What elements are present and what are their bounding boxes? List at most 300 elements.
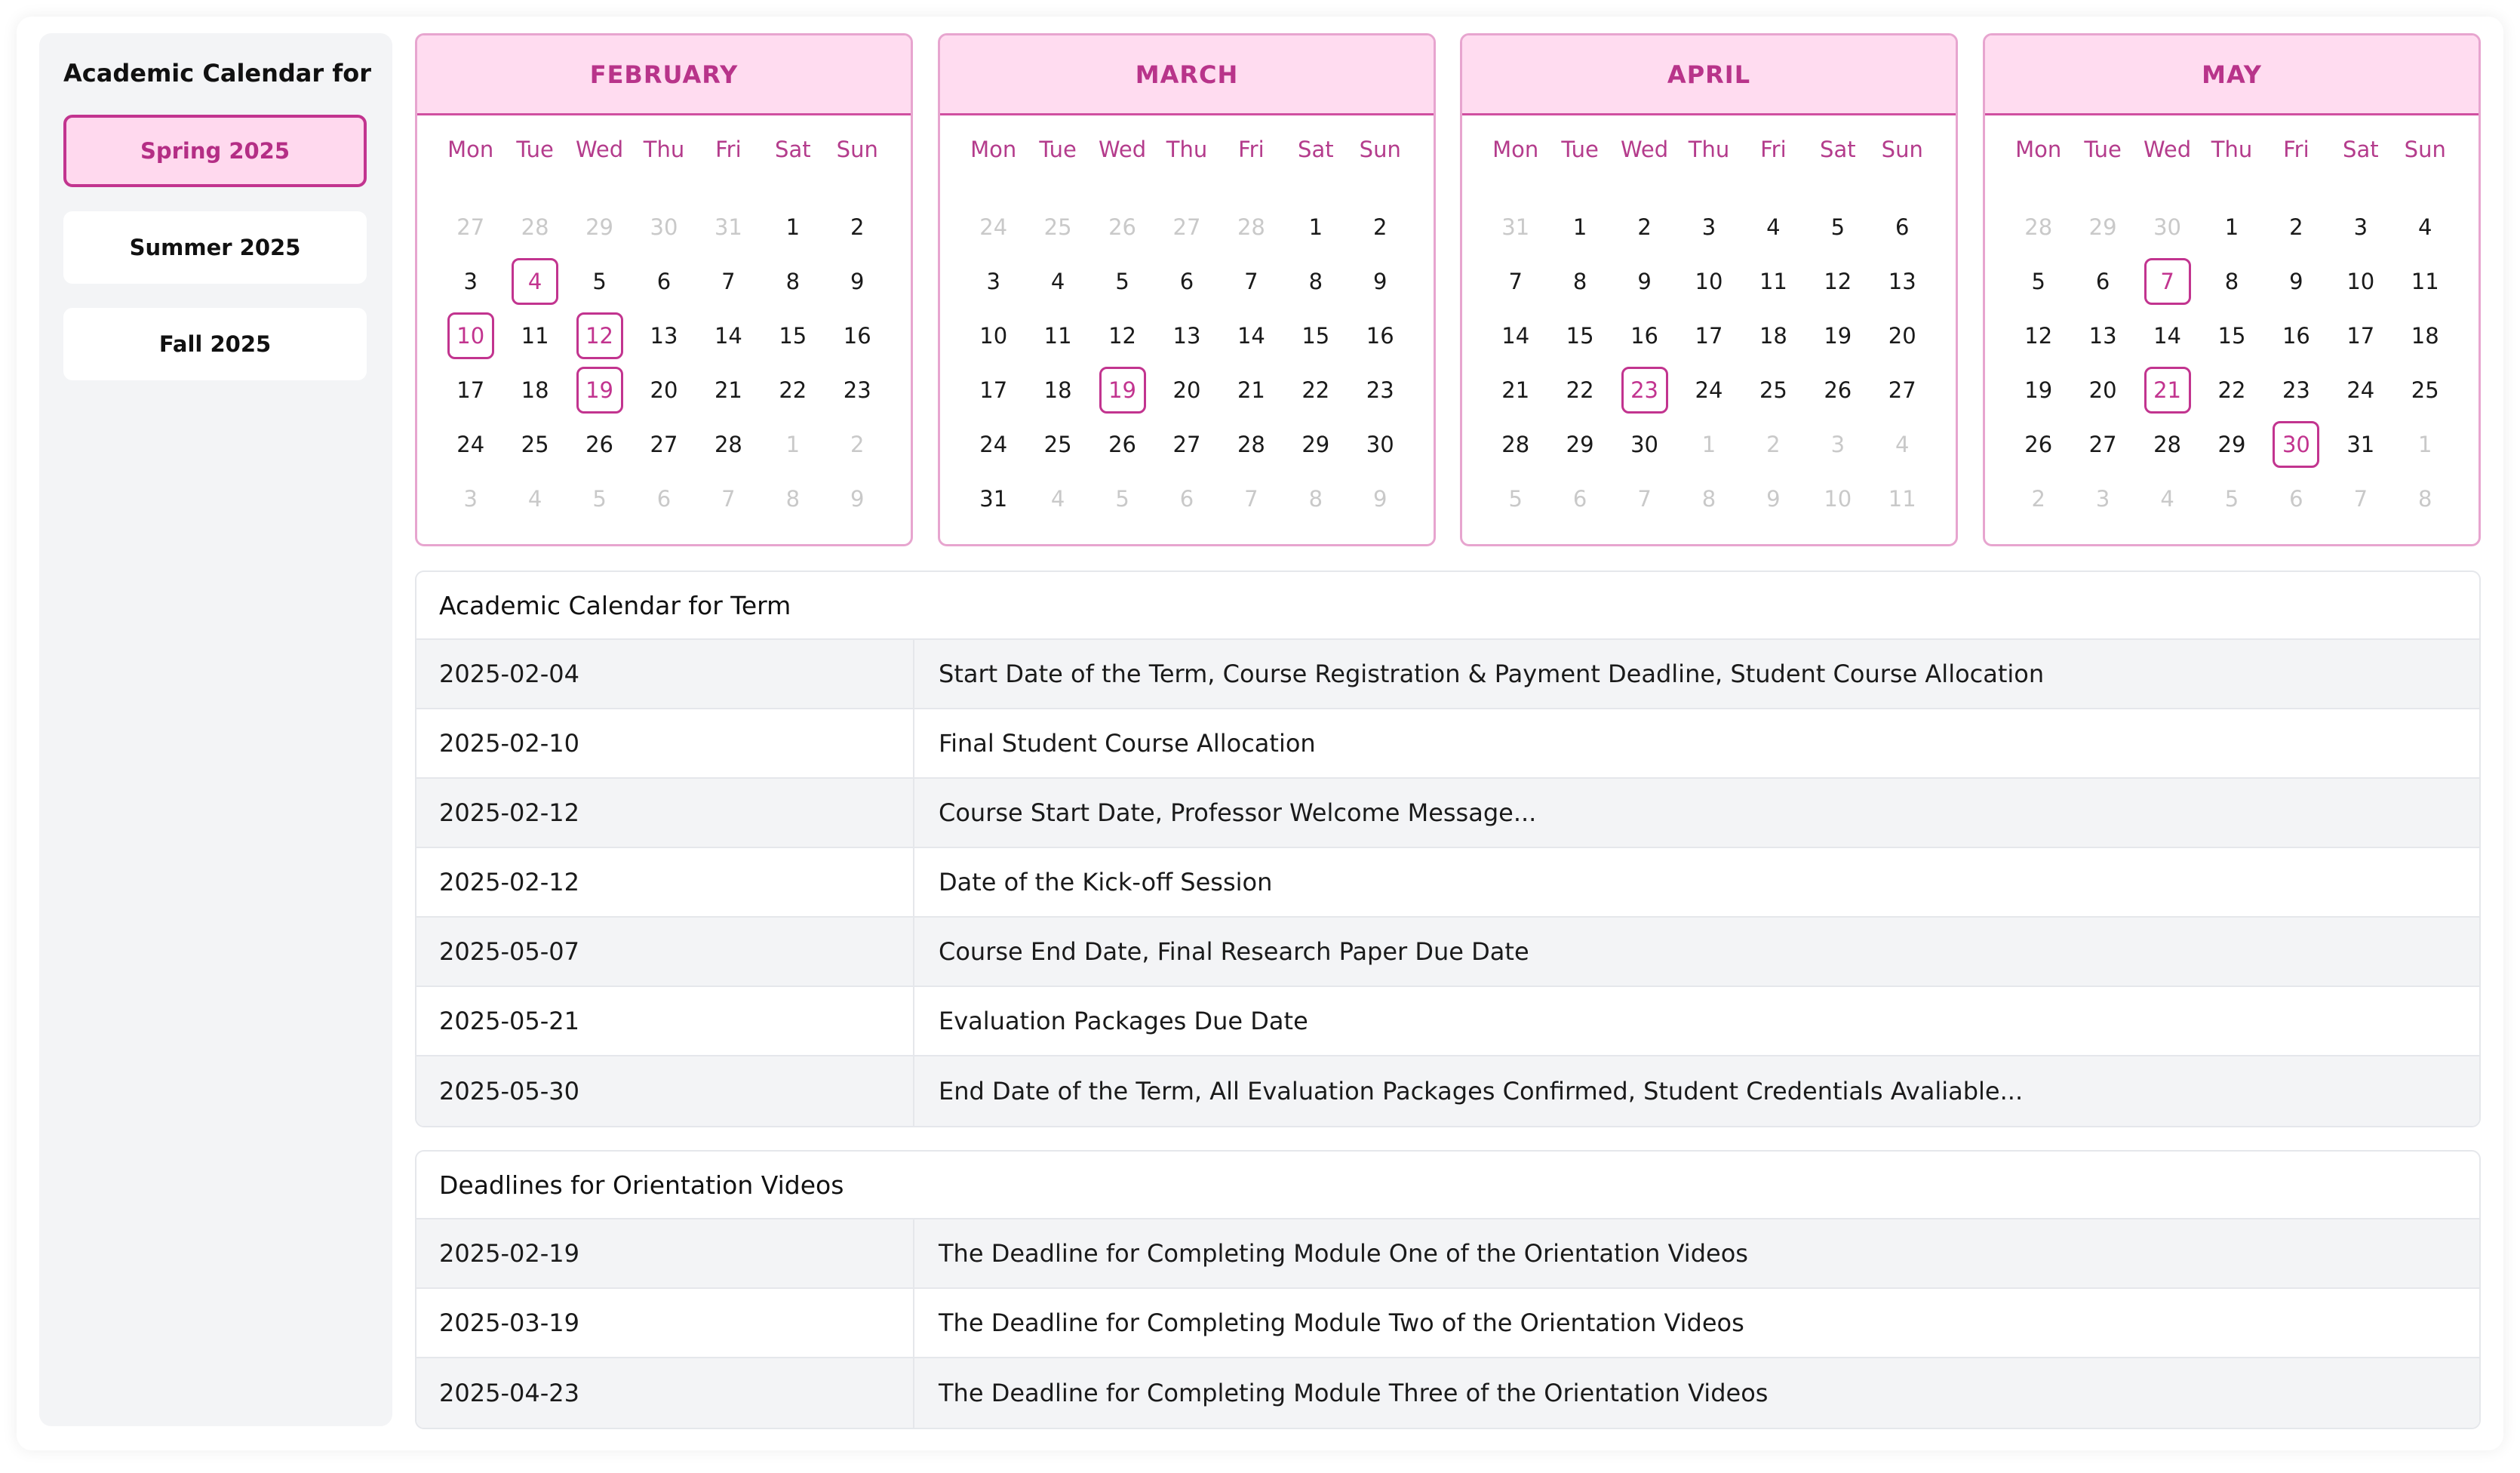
day-cell[interactable] [1348, 312, 1412, 359]
day-cell-outside-month[interactable] [1483, 204, 1547, 251]
day-cell[interactable] [1805, 367, 1870, 414]
day-cell[interactable] [1547, 204, 1612, 251]
term-button-spring-2025[interactable] [63, 115, 367, 187]
day-cell[interactable] [2393, 367, 2457, 414]
day-number: 15 [779, 323, 807, 349]
day-cell[interactable] [2006, 367, 2070, 414]
weekday-header [961, 137, 1412, 162]
week-row [961, 417, 1412, 472]
day-cell[interactable] [961, 258, 1025, 305]
day-number: 19 [1824, 323, 1852, 349]
day-cell-outside-month[interactable] [1219, 204, 1283, 251]
day-grid [1483, 200, 1935, 526]
day-cell[interactable] [1741, 312, 1805, 359]
day-cell[interactable] [696, 367, 761, 414]
day-cell-outside-month[interactable] [1741, 475, 1805, 522]
day-cell-highlighted[interactable] [567, 367, 632, 414]
day-cell[interactable] [1025, 258, 1089, 305]
day-cell[interactable] [1805, 204, 1870, 251]
day-cell[interactable] [2006, 312, 2070, 359]
day-number: 5 [1115, 269, 1129, 294]
day-number: 26 [1824, 377, 1852, 403]
day-cell[interactable] [567, 421, 632, 468]
day-cell-highlighted[interactable] [2264, 421, 2328, 468]
day-cell[interactable] [1483, 258, 1547, 305]
day-cell[interactable] [1676, 367, 1741, 414]
table-body [416, 640, 2479, 1126]
week-row [1483, 472, 1935, 526]
sidebar-title: Academic Calendar for [63, 59, 371, 88]
day-cell[interactable] [2393, 258, 2457, 305]
term-button-label: Summer 2025 [129, 235, 301, 260]
day-number: 17 [1695, 323, 1723, 349]
day-number: 3 [1830, 432, 1845, 457]
day-cell-outside-month[interactable] [1154, 475, 1219, 522]
table-title: Deadlines for Orientation Videos [416, 1152, 2479, 1219]
day-number: 3 [1701, 214, 1716, 240]
day-cell[interactable] [1612, 312, 1676, 359]
day-number: 8 [1308, 486, 1323, 512]
day-cell[interactable] [438, 258, 502, 305]
day-cell[interactable] [1154, 367, 1219, 414]
day-cell[interactable] [1283, 421, 1348, 468]
term-button-label: Fall 2025 [158, 331, 272, 357]
day-number: 16 [2282, 323, 2310, 349]
day-cell[interactable] [1741, 204, 1805, 251]
week-row [2006, 254, 2457, 309]
day-cell-outside-month[interactable] [2070, 475, 2134, 522]
day-cell[interactable] [1483, 312, 1547, 359]
day-number: 27 [1172, 214, 1201, 240]
day-cell-outside-month[interactable] [567, 475, 632, 522]
day-cell-outside-month[interactable] [1870, 475, 1935, 522]
day-number: 24 [1695, 377, 1723, 403]
day-cell[interactable] [1741, 367, 1805, 414]
day-cell-highlighted[interactable] [502, 258, 567, 305]
day-cell-highlighted[interactable] [438, 312, 502, 359]
day-cell-outside-month[interactable] [1090, 475, 1154, 522]
day-cell-highlighted[interactable] [567, 312, 632, 359]
month-name: FEBRUARY [417, 35, 911, 115]
day-cell[interactable] [2199, 204, 2263, 251]
day-cell[interactable] [1025, 312, 1089, 359]
day-cell-outside-month[interactable] [2135, 204, 2199, 251]
day-cell[interactable] [502, 367, 567, 414]
description-cell: Final Student Course Allocation [939, 729, 1316, 758]
day-number: 6 [2289, 486, 2303, 512]
day-cell[interactable] [825, 258, 890, 305]
day-number: 6 [1179, 486, 1194, 512]
day-cell-outside-month[interactable] [696, 475, 761, 522]
day-cell[interactable] [2328, 421, 2392, 468]
day-cell[interactable] [2135, 312, 2199, 359]
day-number: 3 [2353, 214, 2368, 240]
week-row [961, 363, 1412, 417]
day-cell[interactable] [2328, 258, 2392, 305]
day-number: 6 [656, 486, 671, 512]
day-cell[interactable] [2264, 204, 2328, 251]
day-number: 27 [2088, 432, 2117, 457]
day-cell[interactable] [961, 421, 1025, 468]
day-cell[interactable] [502, 312, 567, 359]
day-number: 6 [2095, 269, 2110, 294]
month-card-march [938, 33, 1436, 546]
day-cell[interactable] [2199, 367, 2263, 414]
day-cell[interactable] [761, 258, 825, 305]
day-cell[interactable] [1219, 258, 1283, 305]
day-number: 29 [2088, 214, 2117, 240]
table-title: Academic Calendar for Term [416, 572, 2479, 640]
table-row [416, 1358, 2479, 1428]
day-cell-outside-month[interactable] [2264, 475, 2328, 522]
day-cell-outside-month[interactable] [1612, 475, 1676, 522]
day-cell[interactable] [2393, 312, 2457, 359]
day-cell[interactable] [1348, 421, 1412, 468]
day-cell[interactable] [1483, 367, 1547, 414]
day-cell[interactable] [1676, 312, 1741, 359]
term-button-fall-2025[interactable] [63, 308, 367, 380]
day-number: 5 [2224, 486, 2239, 512]
day-number: 9 [850, 486, 865, 512]
day-cell[interactable] [961, 312, 1025, 359]
day-cell-outside-month[interactable] [1741, 421, 1805, 468]
day-cell[interactable] [2006, 258, 2070, 305]
day-cell-outside-month[interactable] [1090, 204, 1154, 251]
week-row [438, 472, 890, 526]
day-cell[interactable] [1870, 312, 1935, 359]
week-row [438, 309, 890, 363]
date-cell: 2025-02-10 [416, 709, 914, 777]
day-cell[interactable] [2199, 312, 2263, 359]
day-number: 7 [1508, 269, 1523, 294]
table-row [416, 987, 2479, 1056]
day-cell[interactable] [1283, 312, 1348, 359]
day-cell-outside-month[interactable] [2199, 475, 2263, 522]
day-number: 1 [785, 432, 801, 457]
day-cell[interactable] [567, 258, 632, 305]
day-cell[interactable] [1547, 258, 1612, 305]
table-row [416, 640, 2479, 709]
day-cell[interactable] [1283, 258, 1348, 305]
week-row [1483, 309, 1935, 363]
day-number: 13 [1888, 269, 1916, 294]
day-cell[interactable] [502, 421, 567, 468]
day-cell[interactable] [1805, 258, 1870, 305]
day-cell[interactable] [1219, 367, 1283, 414]
day-cell-outside-month[interactable] [1676, 475, 1741, 522]
term-button-summer-2025[interactable] [63, 211, 367, 284]
day-number: 22 [779, 377, 807, 403]
day-cell[interactable] [2328, 204, 2392, 251]
day-number: 4 [1050, 269, 1065, 294]
day-cell-outside-month[interactable] [502, 475, 567, 522]
day-cell[interactable] [1348, 258, 1412, 305]
day-number: 22 [1566, 377, 1594, 403]
day-cell-outside-month[interactable] [632, 475, 696, 522]
day-number: 17 [2346, 323, 2375, 349]
day-cell[interactable] [1547, 421, 1612, 468]
day-cell-outside-month[interactable] [2070, 204, 2134, 251]
day-cell[interactable] [2070, 421, 2134, 468]
day-cell[interactable] [2393, 204, 2457, 251]
day-cell[interactable] [2199, 421, 2263, 468]
day-number: 4 [527, 486, 542, 512]
weekday-label: Fri [1760, 137, 1787, 162]
orientation-deadlines-table [415, 1150, 2481, 1429]
day-number: 2 [2289, 214, 2303, 240]
day-cell[interactable] [961, 367, 1025, 414]
day-number: 24 [2346, 377, 2375, 403]
day-cell[interactable] [1154, 421, 1219, 468]
day-cell[interactable] [1219, 312, 1283, 359]
day-number: 23 [843, 377, 871, 403]
day-number: 25 [1043, 214, 1072, 240]
day-cell-outside-month[interactable] [1805, 421, 1870, 468]
day-cell[interactable] [1676, 258, 1741, 305]
weekday-label: Thu [2211, 137, 2253, 162]
day-cell-highlighted[interactable] [1090, 367, 1154, 414]
day-cell-highlighted[interactable] [2135, 258, 2199, 305]
day-cell-outside-month[interactable] [567, 204, 632, 251]
table-body [416, 1219, 2479, 1428]
day-number: 28 [2024, 214, 2053, 240]
day-cell-outside-month[interactable] [438, 475, 502, 522]
day-cell[interactable] [438, 367, 502, 414]
day-number: 8 [2418, 486, 2432, 512]
day-cell[interactable] [2328, 367, 2392, 414]
day-cell[interactable] [1283, 204, 1348, 251]
day-number: 1 [785, 214, 801, 240]
table-row [416, 848, 2479, 918]
day-cell[interactable] [1612, 421, 1676, 468]
day-number: 30 [1366, 432, 1394, 457]
day-cell-outside-month[interactable] [1283, 475, 1348, 522]
day-cell[interactable] [2264, 258, 2328, 305]
weekday-label: Thu [643, 137, 685, 162]
day-cell-outside-month[interactable] [1154, 204, 1219, 251]
weekday-label: Wed [1098, 137, 1147, 162]
day-cell-outside-month[interactable] [1805, 475, 1870, 522]
day-cell-outside-month[interactable] [2328, 475, 2392, 522]
day-number: 17 [979, 377, 1008, 403]
weekday-label: Fri [1238, 137, 1265, 162]
day-cell-outside-month[interactable] [502, 204, 567, 251]
day-cell[interactable] [1348, 367, 1412, 414]
day-number: 4 [512, 258, 558, 305]
day-cell[interactable] [2264, 312, 2328, 359]
day-cell[interactable] [1025, 421, 1089, 468]
weekday-label: Sat [1298, 137, 1334, 162]
date-cell: 2025-05-21 [416, 987, 914, 1055]
day-cell-outside-month[interactable] [761, 421, 825, 468]
day-cell[interactable] [1025, 367, 1089, 414]
day-number: 16 [1630, 323, 1658, 349]
day-number: 3 [463, 486, 478, 512]
day-cell[interactable] [1348, 204, 1412, 251]
day-cell[interactable] [1612, 258, 1676, 305]
date-cell: 2025-05-07 [416, 918, 914, 986]
day-cell[interactable] [1741, 258, 1805, 305]
day-number: 16 [1366, 323, 1394, 349]
day-cell-outside-month[interactable] [1547, 475, 1612, 522]
day-number: 3 [986, 269, 1000, 294]
day-cell[interactable] [1219, 421, 1283, 468]
day-cell[interactable] [1090, 421, 1154, 468]
day-cell-outside-month[interactable] [2006, 204, 2070, 251]
day-number: 27 [650, 432, 678, 457]
day-number: 11 [1759, 269, 1787, 294]
day-number: 28 [1237, 214, 1265, 240]
day-cell-outside-month[interactable] [1676, 421, 1741, 468]
day-cell[interactable] [696, 421, 761, 468]
day-number: 21 [714, 377, 742, 403]
day-cell[interactable] [632, 258, 696, 305]
day-cell[interactable] [961, 475, 1025, 522]
day-number: 6 [1895, 214, 1910, 240]
day-cell-outside-month[interactable] [2393, 475, 2457, 522]
day-cell-outside-month[interactable] [761, 475, 825, 522]
day-cell-outside-month[interactable] [2006, 475, 2070, 522]
weekday-label: Fri [715, 137, 742, 162]
day-number: 20 [1172, 377, 1201, 403]
day-cell[interactable] [1090, 312, 1154, 359]
day-cell-highlighted[interactable] [2135, 367, 2199, 414]
day-cell[interactable] [1870, 258, 1935, 305]
day-number: 4 [2160, 486, 2174, 512]
day-number: 9 [1373, 486, 1388, 512]
day-number: 18 [521, 377, 549, 403]
day-cell-outside-month[interactable] [438, 204, 502, 251]
day-cell[interactable] [2070, 312, 2134, 359]
day-number: 7 [2353, 486, 2368, 512]
day-number: 8 [1701, 486, 1716, 512]
day-cell[interactable] [1154, 258, 1219, 305]
day-number: 6 [1572, 486, 1587, 512]
day-cell[interactable] [761, 312, 825, 359]
day-number: 2 [1373, 214, 1388, 240]
day-number: 8 [785, 486, 801, 512]
day-number: 22 [2217, 377, 2246, 403]
term-calendar-table [415, 570, 2481, 1127]
day-number: 1 [1701, 432, 1716, 457]
day-cell[interactable] [1090, 258, 1154, 305]
day-number: 2 [850, 432, 865, 457]
day-cell[interactable] [2264, 367, 2328, 414]
day-number: 17 [456, 377, 485, 403]
day-cell[interactable] [825, 312, 890, 359]
day-cell[interactable] [1483, 421, 1547, 468]
day-cell[interactable] [761, 204, 825, 251]
day-cell[interactable] [1547, 367, 1612, 414]
day-number: 12 [1108, 323, 1136, 349]
day-cell-outside-month[interactable] [825, 475, 890, 522]
day-number: 13 [2088, 323, 2117, 349]
day-number: 29 [585, 214, 613, 240]
day-cell-outside-month[interactable] [1348, 475, 1412, 522]
day-grid [961, 200, 1412, 526]
day-number: 3 [463, 269, 478, 294]
day-cell[interactable] [2135, 421, 2199, 468]
day-number: 28 [1237, 432, 1265, 457]
day-cell[interactable] [2070, 367, 2134, 414]
day-number: 1 [2224, 214, 2239, 240]
day-cell[interactable] [1283, 367, 1348, 414]
day-number: 12 [2024, 323, 2053, 349]
day-cell-outside-month[interactable] [825, 421, 890, 468]
day-number: 30 [2153, 214, 2181, 240]
week-row [438, 417, 890, 472]
day-cell[interactable] [632, 312, 696, 359]
day-cell[interactable] [1805, 312, 1870, 359]
sidebar [39, 33, 392, 1426]
day-number: 6 [656, 269, 671, 294]
day-cell-outside-month[interactable] [2135, 475, 2199, 522]
day-cell[interactable] [632, 421, 696, 468]
weekday-header [2006, 137, 2457, 162]
description-cell: The Deadline for Completing Module One of the Orientation Videos [939, 1239, 1748, 1268]
day-number: 21 [1237, 377, 1265, 403]
day-cell[interactable] [1676, 204, 1741, 251]
day-cell-outside-month[interactable] [696, 204, 761, 251]
day-cell[interactable] [1870, 367, 1935, 414]
day-cell-outside-month[interactable] [1025, 475, 1089, 522]
day-cell-outside-month[interactable] [1870, 421, 1935, 468]
day-number: 9 [2289, 269, 2303, 294]
day-cell[interactable] [1547, 312, 1612, 359]
week-row [1483, 200, 1935, 254]
day-cell[interactable] [696, 312, 761, 359]
day-cell[interactable] [1154, 312, 1219, 359]
day-cell[interactable] [825, 204, 890, 251]
day-cell[interactable] [696, 258, 761, 305]
day-cell-outside-month[interactable] [1219, 475, 1283, 522]
day-number: 18 [1043, 377, 1072, 403]
weekday-label: Tue [1561, 137, 1599, 162]
day-number: 11 [1043, 323, 1072, 349]
day-number: 5 [592, 486, 607, 512]
day-cell[interactable] [761, 367, 825, 414]
day-number: 12 [576, 312, 623, 359]
day-cell[interactable] [1870, 204, 1935, 251]
day-cell[interactable] [825, 367, 890, 414]
table-row [416, 709, 2479, 779]
day-cell[interactable] [632, 367, 696, 414]
day-number: 7 [721, 269, 736, 294]
day-cell-outside-month[interactable] [1483, 475, 1547, 522]
day-number: 3 [2095, 486, 2110, 512]
day-cell-outside-month[interactable] [1025, 204, 1089, 251]
day-number: 25 [1043, 432, 1072, 457]
day-cell-outside-month[interactable] [961, 204, 1025, 251]
day-cell[interactable] [1612, 204, 1676, 251]
day-number: 25 [2411, 377, 2439, 403]
weekday-label: Mon [2015, 137, 2062, 162]
day-cell[interactable] [2070, 258, 2134, 305]
day-cell[interactable] [2199, 258, 2263, 305]
day-cell-outside-month[interactable] [2393, 421, 2457, 468]
weekday-label: Mon [1492, 137, 1539, 162]
day-cell[interactable] [438, 421, 502, 468]
day-cell-highlighted[interactable] [1612, 367, 1676, 414]
week-row [961, 309, 1412, 363]
weekday-label: Wed [575, 137, 624, 162]
description-cell: The Deadline for Completing Module Three of the Orientation Videos [939, 1379, 1769, 1407]
weekday-label: Mon [970, 137, 1017, 162]
day-number: 18 [1759, 323, 1787, 349]
day-cell[interactable] [2328, 312, 2392, 359]
day-cell[interactable] [2006, 421, 2070, 468]
day-cell-outside-month[interactable] [632, 204, 696, 251]
